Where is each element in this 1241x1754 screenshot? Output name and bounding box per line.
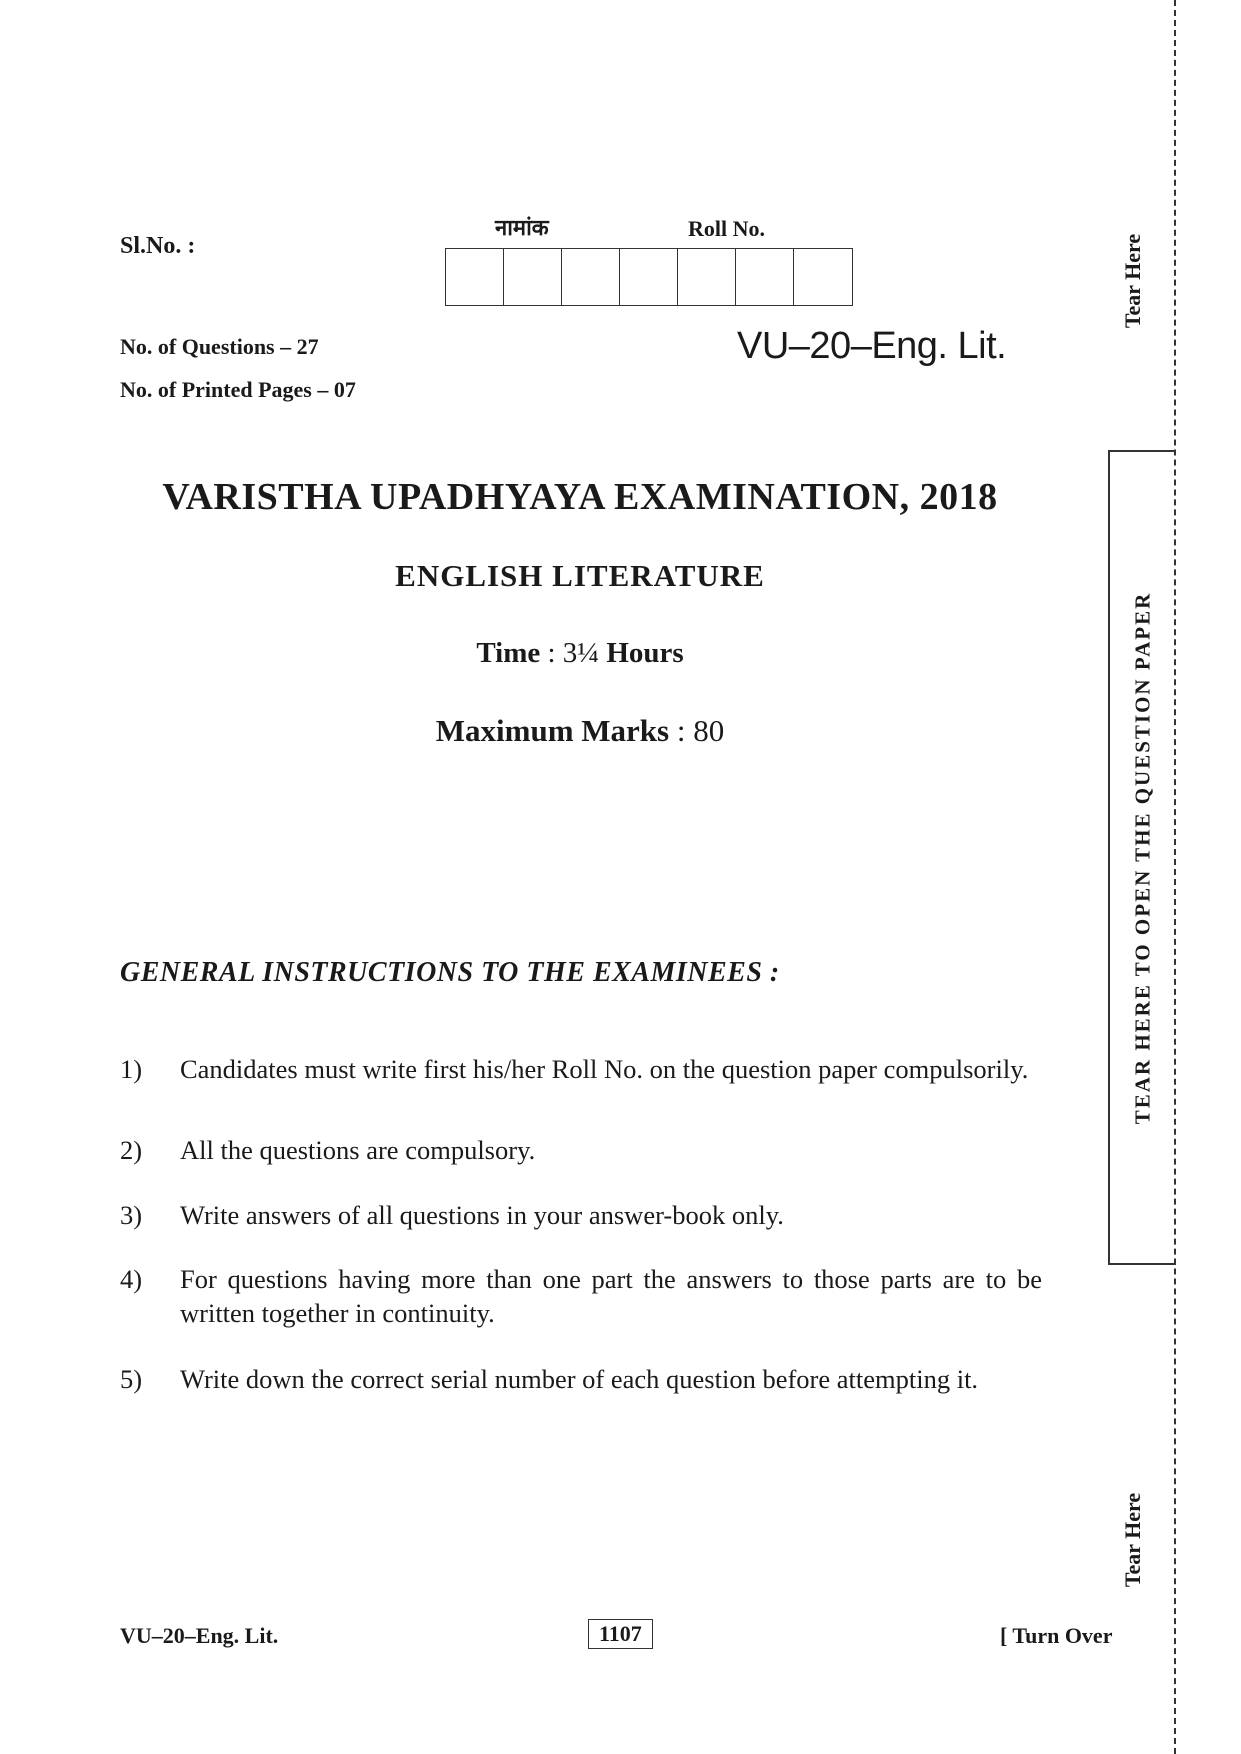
instruction-number: 3): [120, 1200, 143, 1230]
instruction-text: Candidates must write first his/her Roll No. on the question paper compulsorily.: [180, 1054, 1029, 1084]
roll-digit-box[interactable]: [562, 249, 620, 305]
instruction-text: Write down the correct serial number of each question before attempting it.: [180, 1364, 979, 1394]
instruction-item: [120, 1362, 1042, 1396]
number-of-printed-pages: No. of Printed Pages – 07: [120, 377, 356, 402]
tear-here-bottom: [1118, 1484, 1148, 1596]
roll-digit-box[interactable]: [504, 249, 562, 305]
time-unit: Hours: [606, 637, 684, 669]
instruction-number: 5): [120, 1364, 143, 1394]
footer-paper-number: 1107: [588, 1619, 653, 1649]
tear-perforation-line[interactable]: [1174, 0, 1176, 1754]
subject-title: ENGLISH LITERATURE: [395, 558, 765, 593]
time-value: : 3¼: [547, 637, 600, 669]
time-label: Time: [476, 637, 541, 669]
instruction-text: Write answers of all questions in your answer-book only.: [180, 1200, 784, 1230]
instructions-heading: GENERAL INSTRUCTIONS TO THE EXAMINEES :: [120, 957, 780, 988]
time-allowed: [0, 637, 1160, 670]
roll-digit-box[interactable]: [794, 249, 852, 305]
roll-digit-box[interactable]: [446, 249, 504, 305]
turn-over-note: [ Turn Over: [1000, 1623, 1113, 1648]
marks-label: Maximum Marks: [435, 713, 670, 748]
roll-number-boxes[interactable]: [445, 248, 853, 306]
instruction-number: 2): [120, 1135, 143, 1165]
roll-digit-box[interactable]: [678, 249, 736, 305]
instruction-text: All the questions are compulsory.: [180, 1135, 536, 1165]
roll-digit-box[interactable]: [620, 249, 678, 305]
tear-to-open-label: TEAR HERE TO OPEN THE QUESTION PAPER: [1130, 591, 1155, 1124]
instruction-item: [120, 1052, 1042, 1086]
tear-here-bottom-label: Tear Here: [1120, 1492, 1145, 1588]
tear-here-top-label: Tear Here: [1120, 233, 1145, 329]
instruction-number: 1): [120, 1054, 143, 1084]
number-of-questions: No. of Questions – 27: [120, 334, 319, 359]
instruction-item: [120, 1133, 1042, 1167]
instruction-number: 4): [120, 1264, 143, 1294]
instruction-item: [120, 1198, 1042, 1232]
instruction-item: [120, 1262, 1042, 1330]
marks-value: : 80: [676, 713, 725, 748]
footer-paper-code: VU–20–Eng. Lit.: [120, 1623, 279, 1648]
instruction-text: For questions having more than one part the answers to those parts are to be written together in continuity.: [180, 1264, 1042, 1328]
roll-digit-box[interactable]: [736, 249, 794, 305]
roll-label-hindi: नामांक: [495, 216, 549, 241]
tear-here-top: [1118, 226, 1148, 336]
roll-number-label: Roll No.: [688, 216, 765, 241]
tear-to-open-box: [1108, 450, 1176, 1265]
maximum-marks: [0, 713, 1160, 749]
exam-title: VARISTHA UPADHYAYA EXAMINATION, 2018: [162, 476, 998, 518]
serial-number-label: Sl.No. :: [120, 233, 196, 259]
paper-code: VU–20–Eng. Lit.: [737, 325, 1007, 367]
